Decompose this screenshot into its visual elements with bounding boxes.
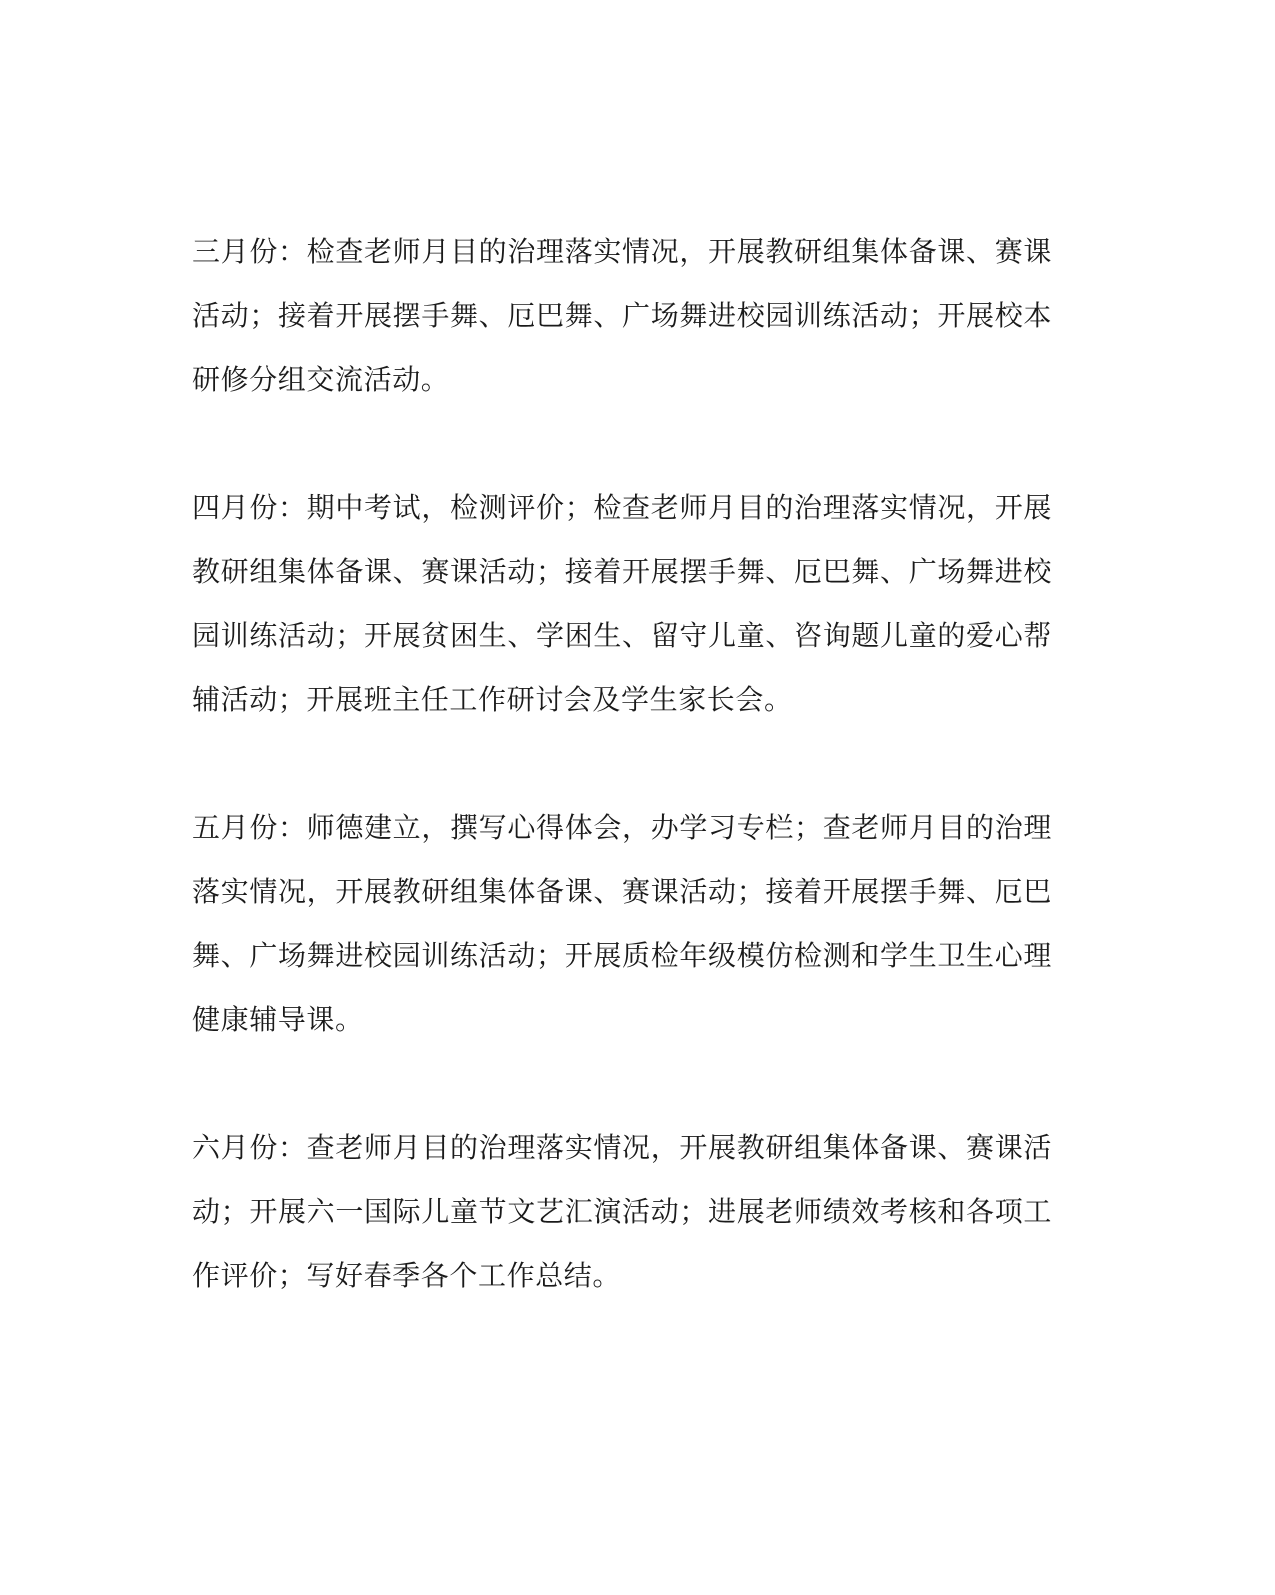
paragraph-may: 五月份：师德建立，撰写心得体会，办学习专栏；查老师月目的治理落实情况，开展教研组集体备课、赛课活动；接着开展摆手舞、厄巴舞、广场舞进校园训练活动；开展质检年级模仿检测和学生卫生心理健康辅导课。 [192, 811, 1052, 1036]
paragraph-april: 四月份：期中考试，检测评价；检查老师月目的治理落实情况，开展教研组集体备课、赛课活动；接着开展摆手舞、厄巴舞、广场舞进校园训练活动；开展贫困生、学困生、留守儿童、咨询题儿童的爱心帮辅活动；开展班主任工作研讨会及学生家长会。 [192, 491, 1052, 716]
paragraph-june: 六月份：查老师月目的治理落实情况，开展教研组集体备课、赛课活动；开展六一国际儿童节文艺汇演活动；进展老师绩效考核和各项工作评价；写好春季各个工作总结。 [192, 1131, 1052, 1292]
paragraph-march: 三月份：检查老师月目的治理落实情况，开展教研组集体备课、赛课活动；接着开展摆手舞、厄巴舞、广场舞进校园训练活动；开展校本研修分组交流活动。 [192, 235, 1052, 396]
